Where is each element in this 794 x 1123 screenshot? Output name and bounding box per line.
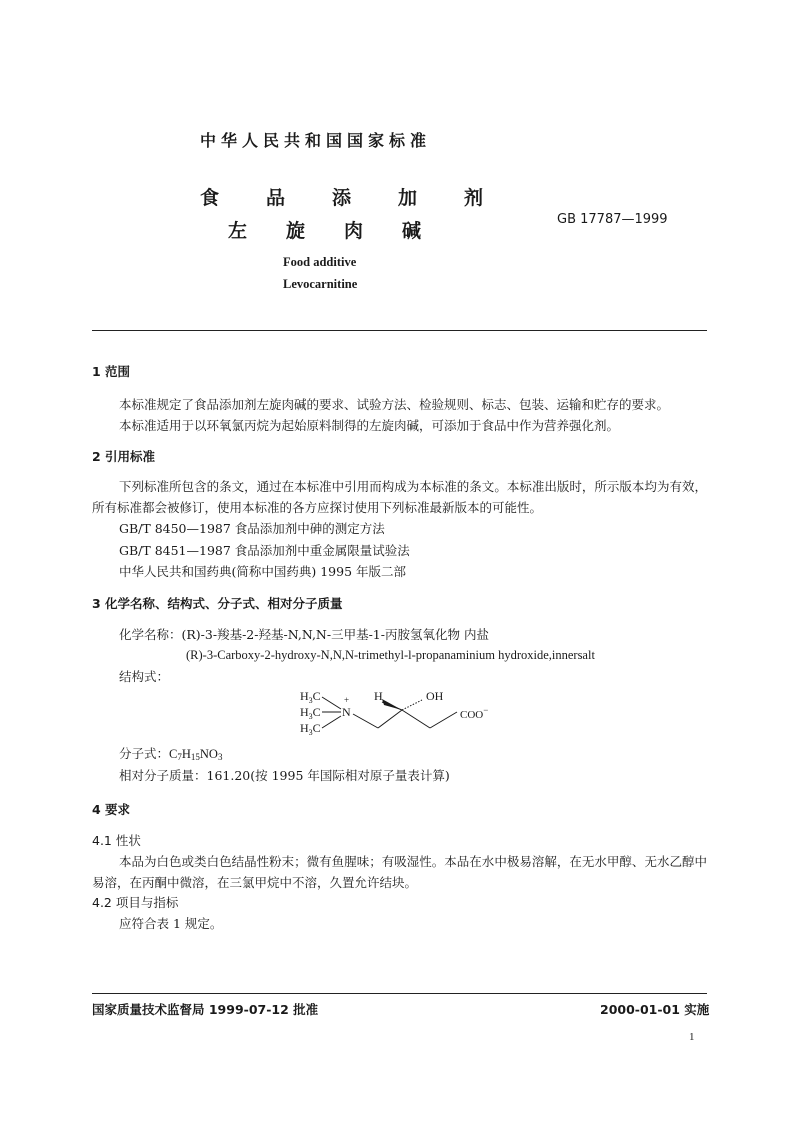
title-chinese-line1 [200, 183, 483, 210]
title1-char: 品 [266, 187, 286, 209]
section-1-paragraph-2: 本标准适用于以环氧氯丙烷为起始原料制得的左旋肉碱，可添加于食品中作为营养强化剂。 [119, 418, 620, 433]
title2-char: 左 [228, 220, 248, 242]
standard-number: GB 17787—1999 [557, 212, 668, 227]
chemical-name-cn-value: (R)-3-羧基-2-羟基-N,N,N-三甲基-1-丙胺氢氧化物 内盐 [181, 627, 489, 642]
section-4-1-heading: 4.1 性状 [92, 833, 141, 848]
section-2-heading: 2 引用标准 [92, 449, 156, 464]
header-divider [92, 330, 707, 331]
molecular-mass: 相对分子质量：161.20(按 1995 年国际相对原子量表计算) [119, 768, 450, 783]
page-number: 1 [689, 1031, 695, 1043]
chemical-name-cn [119, 624, 489, 645]
reference-item: 中华人民共和国药典(简称中国药典) 1995 年版二部 [119, 564, 407, 579]
methyl-group-2: $H_3C$ [300, 705, 321, 721]
title-chinese-line2 [228, 216, 421, 243]
hydrogen-atom: H [374, 689, 383, 703]
section-4-2-heading: 4.2 项目与指标 [92, 895, 179, 910]
title-english-line2: Levocarnitine [283, 277, 358, 291]
reference-item: GB/T 8450—1987 食品添加剂中砷的测定方法 [119, 521, 385, 536]
title-english-line1: Food additive [283, 255, 357, 269]
nitrogen-atom: N [342, 705, 351, 719]
section-4-1-paragraph: 本品为白色或类白色结晶性粉末；微有鱼腥味；有吸湿性。本品在水中极易溶解，在无水甲醇、无水乙醇中易溶，在丙酮中微溶，在三氯甲烷中不溶，久置允许结块。 [92, 854, 707, 890]
section-3-heading: 3 化学名称、结构式、分子式、相对分子质量 [92, 596, 343, 611]
formula-value: $C_7H_{15}NO_3$ [169, 747, 223, 762]
title2-char: 碱 [402, 220, 422, 242]
hydroxyl-group: OH [426, 689, 444, 703]
methyl-group-1: $H_3C$ [300, 689, 321, 705]
section-4-2-paragraph: 应符合表 1 规定。 [119, 916, 223, 931]
title1-char: 食 [200, 187, 220, 209]
section-1-paragraph-1: 本标准规定了食品添加剂左旋肉碱的要求、试验方法、检验规则、标志、包装、运输和贮存的要求。 [119, 397, 670, 412]
section-2-paragraph: 下列标准所包含的条文，通过在本标准中引用而构成为本标准的条文。本标准出版时，所示版本均为有效，所有标准都会被修订，使用本标准的各方应探讨使用下列标准最新版本的可能性。 [92, 479, 707, 515]
carboxylate-group: COO− [460, 705, 489, 721]
title2-char: 旋 [286, 220, 306, 242]
methyl-group-3: $H_3C$ [300, 721, 321, 737]
title2-char: 肉 [344, 220, 364, 242]
approval-note: 国家质量技术监督局 1999-07-12 批准 [92, 1002, 319, 1017]
standard-organization: 中华人民共和国国家标准 [200, 131, 432, 150]
section-4-heading: 4 要求 [92, 802, 131, 817]
formula-label: 分子式： [119, 746, 170, 761]
effective-date: 2000-01-01 实施 [600, 1002, 710, 1017]
chemical-name-label: 化学名称： [119, 627, 182, 642]
chemical-name-en: (R)-3-Carboxy-2-hydroxy-N,N,N-trimethyl-l-propanaminium hydroxide,innersalt [186, 648, 595, 662]
title1-char: 加 [398, 187, 418, 209]
structural-formula [290, 684, 510, 742]
title1-char: 添 [332, 187, 352, 209]
reference-item: GB/T 8451—1987 食品添加剂中重金属限量试验法 [119, 543, 410, 558]
footer-divider [92, 993, 707, 994]
structure-label: 结构式： [119, 669, 170, 684]
title1-char: 剂 [464, 187, 484, 209]
positive-charge: + [344, 695, 350, 705]
section-1-heading: 1 范围 [92, 364, 131, 379]
